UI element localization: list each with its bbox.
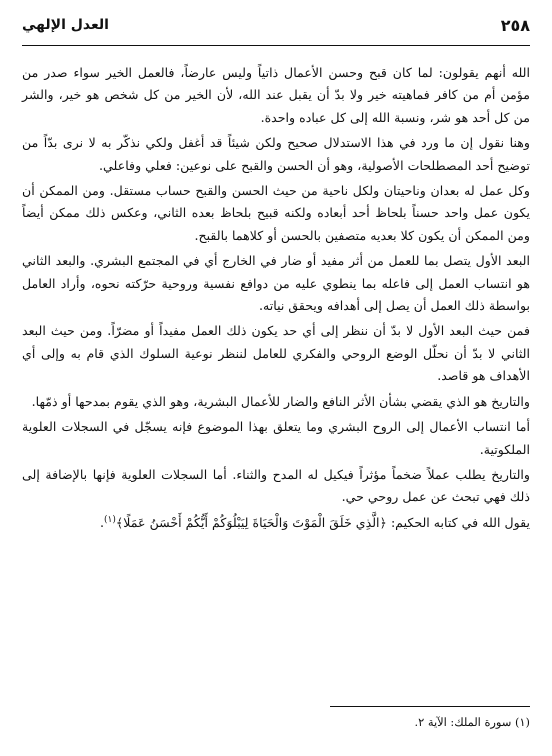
footnote-rule (330, 706, 530, 707)
paragraph: أما انتساب الأعمال إلى الروح البشري وما يتعلق بهذا الموضوع فإنه يسجّل في السجلات العلوية الملكوتية. (22, 419, 530, 457)
page-number: ٢٥٨ (500, 16, 530, 35)
footnote: (١) سورة الملك: الآية ٢. (414, 715, 530, 729)
quote-intro: يقول الله في كتابه الحكيم: (386, 514, 530, 530)
page-header (22, 16, 530, 40)
paragraph: فمن حيث البعد الأول لا بدّ أن ننظر إلى أي حد يكون ذلك العمل مفيداً أو مضرّاً. ومن حيث البعد الثاني لا بدّ أن نحلّل الوضع الروحي والفكري للعامل لننظر نوعية السلوك الذي قام به وإلى أي الأهداف هو قاصد. (22, 323, 530, 384)
footnote-reference[interactable]: (١) (104, 514, 116, 525)
paragraph: وهنا نقول إن ما ورد في هذا الاستدلال صحيح ولكن شيئاً قد أغفل ولكي نذكّر به لا نرى بدّاً من توضيح أحد المصطلحات الأصولية، وهو أن الحسن والقبح على نوعين: فعلي وفاعلي. (22, 135, 530, 173)
paragraph: البعد الأول يتصل بما للعمل من أثر مفيد أو ضار في الخارج أي في المجتمع البشري. والبعد الثاني هو انتساب العمل إلى فاعله بما ينطوي عليه من دوافع نفسية وروحية حرّكته نحوه، وأراد العامل بواسطة ذلك العمل أن يصل إلى أهدافه ويحقق نياته. (22, 253, 530, 314)
header-rule (22, 45, 530, 46)
quran-verse: ﴿الَّذِي خَلَقَ الْمَوْتَ وَالْحَيَاةَ لِيَبْلُوَكُمْ أَيُّكُمْ أَحْسَنُ عَمَلًا﴾ (115, 514, 387, 530)
paragraph: والتاريخ هو الذي يقضي بشأن الأثر النافع والضار للأعمال البشرية، وهو الذي يقوم بمدحها أو ذمّها. (31, 393, 530, 409)
paragraph: الله أنهم يقولون: لما كان قبح وحسن الأعمال ذاتياً وليس عارضاً، فالعمل الخير سواء صدر من مؤمن أم من كافر فماهيته خير ولا بدّ أن يقبل عند الله، لأن الخير من كل شخص هو خير، والشر من كل أحد هو شر، ونسبة الله إلى كل عباده واحدة. (22, 65, 530, 125)
quote-paragraph (22, 512, 530, 534)
running-title: العدل الإلهي (22, 17, 109, 33)
quote-end: . (99, 514, 104, 530)
body-text (22, 62, 530, 537)
paragraph: وكل عمل له بعدان وناحيتان ولكل ناحية من حيث الحسن والقبح حساب مستقل. ومن الممكن أن يكون عمل واحد حسناً بلحاظ أحد أبعاده ولكنه قبيح بلحاظ بعده الثاني، وعكس ذلك ممكن أيضاً ومن الممكن أن يكون كلا بعديه متصفين بالحسن أو كلاهما بالقبح. (22, 183, 530, 243)
paragraph: والتاريخ يطلب عملاً ضخماً مؤثراً فيكيل له المدح والثناء. أما السجلات العلوية فإنها بالإضافة إلى ذلك فهي تبحث عن عمل روحي حي. (22, 466, 530, 505)
